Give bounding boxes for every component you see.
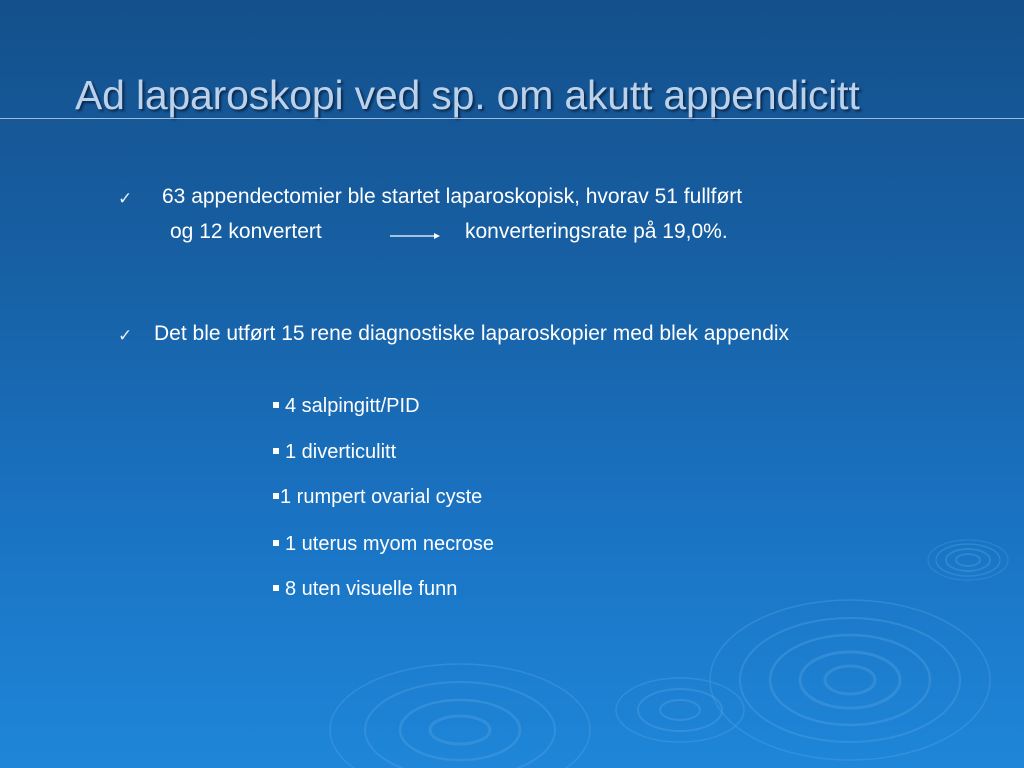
- ripple-ring: [365, 682, 555, 768]
- ripple-ring: [800, 652, 900, 708]
- ripple-ring: [946, 549, 990, 571]
- ripple-ring: [660, 700, 700, 720]
- ripple-ring: [616, 678, 744, 742]
- bullet-1-line-2-start: og 12 konvertert: [170, 220, 322, 243]
- bullet-2-text: Det ble utført 15 rene diagnostiske laparoskopier med blek appendix: [154, 322, 790, 345]
- square-bullet-icon: [273, 585, 279, 591]
- ripple-ring: [430, 716, 490, 744]
- ripple-ring: [825, 666, 875, 694]
- square-bullet-icon: [273, 448, 279, 454]
- sub-list-item: 8 uten visuelle funn: [273, 578, 457, 601]
- slide-title: Ad laparoskopi ved sp. om akutt appendicitt: [75, 72, 860, 118]
- ripple-ring: [740, 618, 960, 742]
- sub-list-item: 1 diverticulitt: [273, 441, 396, 464]
- checkmark-icon: ✓: [118, 189, 133, 209]
- title-divider: [0, 118, 1024, 119]
- ripple-ring: [928, 540, 1008, 580]
- sub-list-item: 1 rumpert ovarial cyste: [273, 486, 482, 509]
- bullet-1-line-1: 63 appendectomier ble startet laparoskopisk, hvorav 51 fullført: [162, 185, 743, 208]
- right-arrow-icon: [390, 231, 440, 241]
- ripple-ring: [400, 700, 520, 760]
- ripple-ring: [710, 600, 990, 760]
- ripple-ring: [956, 554, 980, 566]
- checkmark-icon: ✓: [118, 326, 133, 346]
- square-bullet-icon: [273, 540, 279, 546]
- square-bullet-icon: [273, 493, 279, 499]
- sub-list-item: 4 salpingitt/PID: [273, 395, 420, 418]
- ripple-ring: [638, 689, 722, 731]
- ripple-ring: [770, 635, 930, 725]
- sub-list-item: 1 uterus myom necrose: [273, 533, 494, 556]
- square-bullet-icon: [273, 402, 279, 408]
- bullet-1-line-2-end: konverteringsrate på 19,0%.: [465, 220, 728, 243]
